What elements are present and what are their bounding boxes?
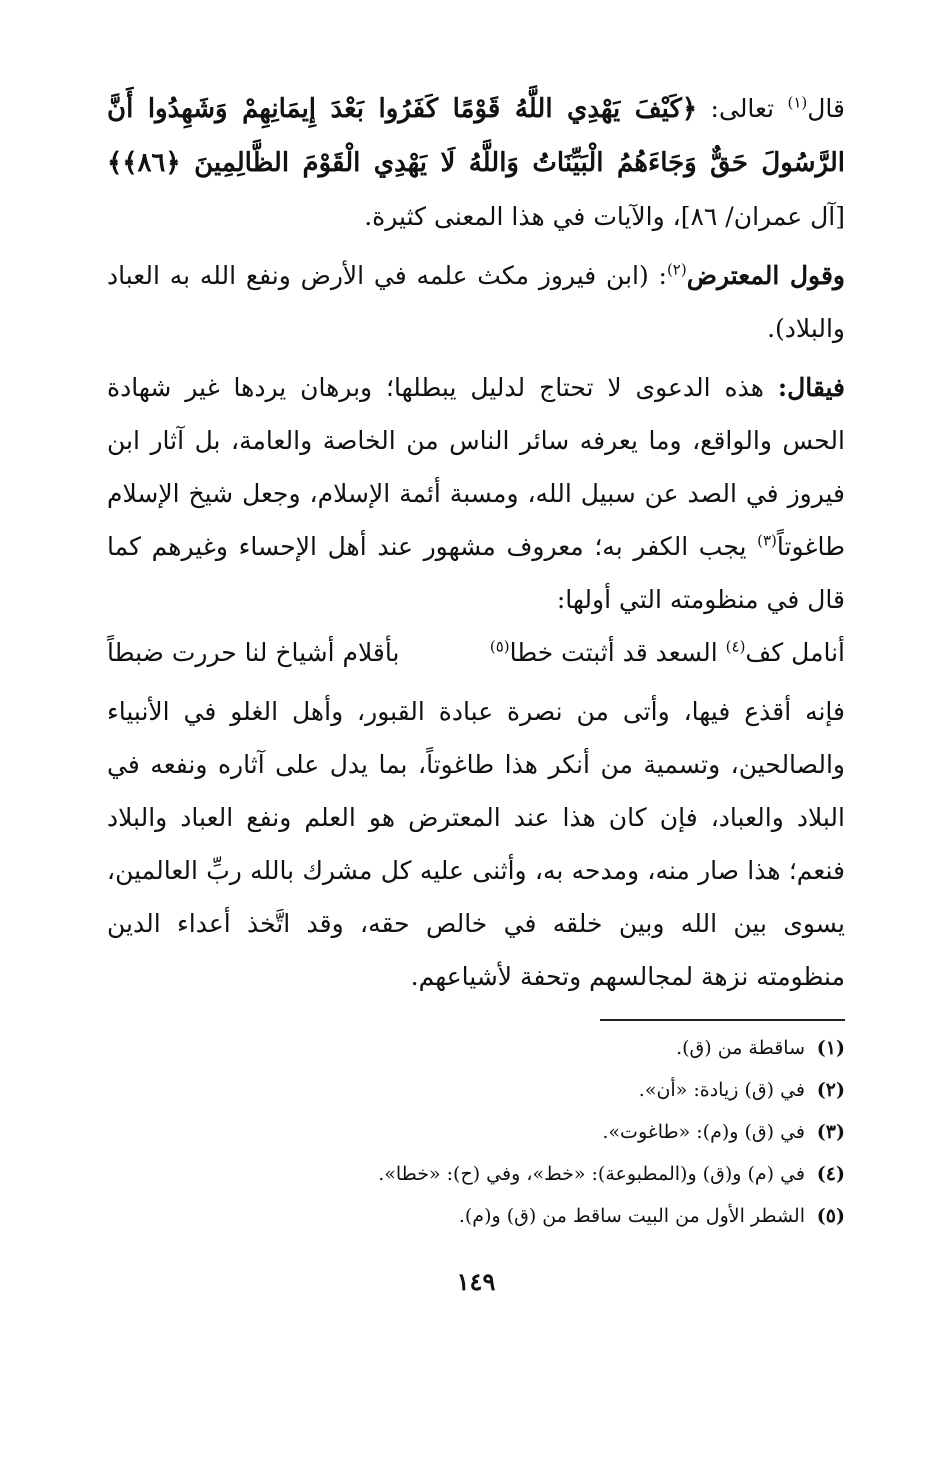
paragraph-2 — [107, 249, 845, 355]
paragraph-1-lead: قال — [807, 94, 845, 123]
quran-verse: ﴿كَيْفَ يَهْدِي اللَّهُ قَوْمًا كَفَرُوا بَعْدَ إِيمَانِهِمْ وَشَهِدُوا أَنَّ الرَّسُولَ حَقٌّ وَجَاءَهُمُ الْبَيِّنَاتُ وَاللَّهُ لَا يَهْدِي الْقَوْمَ الظَّالِمِينَ ﴿٨٦﴾﴾ — [107, 94, 845, 178]
footnote-text: ساقطة من (ق). — [676, 1037, 805, 1059]
verse-citation: [آل عمران/ ٨٦]، والآيات في هذا المعنى كثيرة. — [364, 202, 845, 231]
footnote-ref-2: (٢) — [666, 260, 687, 279]
footnote-item — [107, 1111, 845, 1153]
footnote-ref-1: (١) — [787, 93, 808, 112]
paragraph-3 — [107, 361, 845, 626]
verse-first-hemistich: أنامل كف$^{(٤)}$ السعد قد أثبتت خطا$^{(٥)}$ — [489, 637, 845, 667]
footnote-text: في (م) و(ق) و(المطبوعة): «خط»، وفي (ح): «خطا». — [378, 1163, 805, 1185]
footnote-ref-4: (٤) — [725, 637, 746, 656]
footnote-item — [107, 1195, 845, 1237]
footnote-number: (٣) — [816, 1121, 845, 1143]
objector-label: وقول المعترض — [686, 261, 845, 290]
paragraph-1 — [107, 82, 845, 243]
footnote-item — [107, 1153, 845, 1195]
footnote-number: (٤) — [816, 1163, 845, 1185]
footnote-item — [107, 1027, 845, 1069]
paragraph-4: فإنه أقذع فيها، وأتى من نصرة عبادة القبور، وأهل الغلو في الأنبياء والصالحين، وتسمية من أنكر هذا طاغوتاً، بما يدل على آثاره ونفعه في البلاد والعباد، فإن كان هذا عند المعترض هو العلم ونفع العباد والبلاد فنعم؛ هذا صار منه، ومدحه به، وأثنى عليه كل مشرك بالله ربِّ العالمين، يسوى بين الله وبين خلقه في خالص حقه، وقد اتَّخذ أعداء الدين منظومته نزهة لمجالسهم وتحفة لأشياعهم. — [107, 697, 845, 991]
footnote-ref-3: (٣) — [757, 531, 777, 550]
footnote-separator — [600, 1019, 845, 1021]
footnote-text: في (ق) زيادة: «أن». — [638, 1079, 805, 1101]
page-number: ١٤٩ — [456, 1267, 496, 1296]
objector-quote: : (ابن فيروز مكث علمه في الأرض ونفع الله به العباد والبلاد). — [107, 261, 845, 343]
footnote-ref-5: (٥) — [489, 637, 510, 656]
footnote-number: (٢) — [816, 1079, 845, 1101]
footnote-text: في (ق) و(م): «طاغوت». — [602, 1121, 805, 1143]
paragraph-3-text-a: هذه الدعوى لا تحتاج لدليل يبطلها؛ وبرهان يردها غير شهادة الحس والواقع، وما يعرفه سائر الناس من الخاصة والعامة، بل آثار ابن فيروز في الصد عن سبيل الله، ومسبة أئمة الإسلام، وجعل شيخ الإسلام طاغوتاً — [107, 373, 845, 561]
footnote-item — [107, 1069, 845, 1111]
footnote-text: الشطر الأول من البيت ساقط من (ق) و(م). — [458, 1205, 805, 1227]
paragraph-3-text-b: يجب الكفر به؛ معروف مشهور عند أهل الإحساء وغيرهم كما قال في منظومته التي أولها: — [107, 532, 845, 614]
footnotes — [107, 1027, 845, 1237]
footnote-number: (٥) — [816, 1205, 845, 1227]
footnote-number: (١) — [816, 1037, 845, 1059]
poetry-verse — [107, 626, 845, 679]
verse-second-hemistich: بأقلام أشياخ لنا حررت ضبطاً — [107, 638, 400, 667]
reply-label: فيقال: — [777, 373, 845, 402]
paragraph-1-pre: تعالى: — [697, 94, 788, 123]
